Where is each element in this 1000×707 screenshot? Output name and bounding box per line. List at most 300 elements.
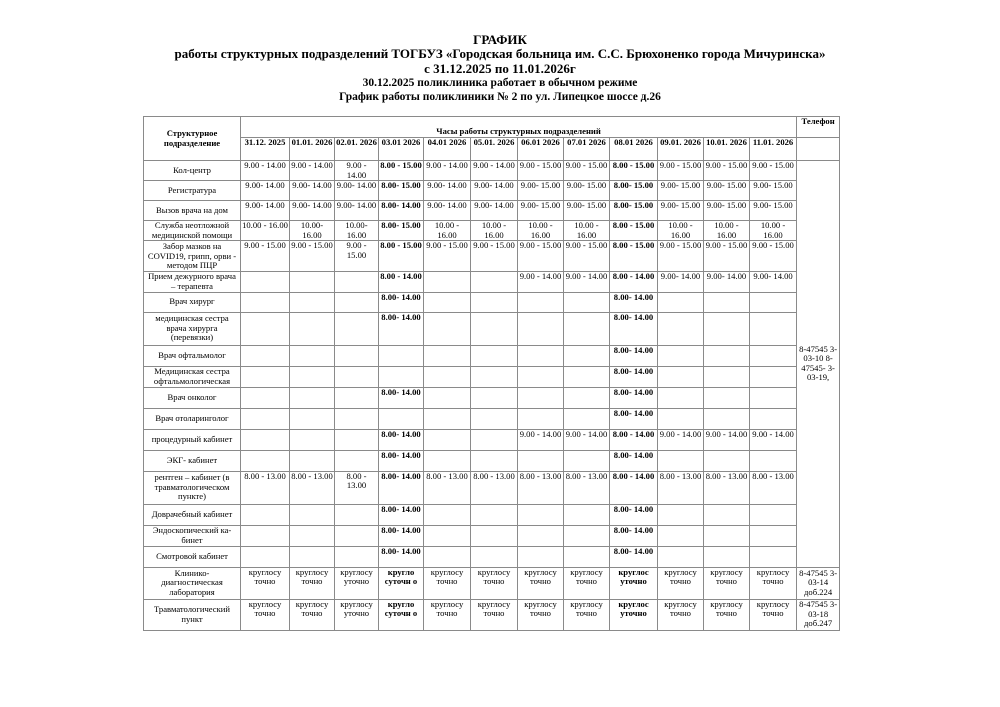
hours-cell: 8.00 - 13.00 <box>290 471 335 504</box>
hours-cell <box>658 387 704 408</box>
hours-cell <box>290 546 335 567</box>
hours-cell <box>290 292 335 312</box>
hours-cell: 9.00- 15.00 <box>518 181 564 201</box>
hours-cell <box>518 292 564 312</box>
dept-header: Структурное подразделение <box>144 117 241 161</box>
dept-name: Доврачебный кабинет <box>144 504 241 525</box>
hours-cell: 9.00 - 15.00 <box>241 241 290 272</box>
hours-cell <box>290 387 335 408</box>
hours-cell: 8.00- 14.00 <box>379 201 424 221</box>
hours-cell: 8.00- 14.00 <box>379 429 424 450</box>
hours-header: Часы работы структурных подразделений <box>241 117 797 138</box>
phone-trauma: 8-47545 3-03-18 доб.247 <box>797 599 840 630</box>
hours-cell: 8.00 - 13.00 <box>471 471 518 504</box>
hours-cell: 8.00- 14.00 <box>610 292 658 312</box>
hours-cell: 9.00 - 14.00 <box>518 429 564 450</box>
hours-cell: круглосу точно <box>424 567 471 599</box>
hours-cell: круглосу точно <box>290 567 335 599</box>
date-header: 10.01. 2026 <box>704 138 750 161</box>
dept-name: Вызов врача на дом <box>144 201 241 221</box>
date-header: 11.01. 2026 <box>750 138 797 161</box>
hours-cell <box>564 450 610 471</box>
hours-cell: круглосу точно <box>241 599 290 630</box>
hours-cell <box>658 525 704 546</box>
table-row <box>144 221 840 241</box>
date-header: 05.01. 2026 <box>471 138 518 161</box>
hours-cell: 9.00- 15.00 <box>658 201 704 221</box>
hours-cell: 9.00- 14.00 <box>290 201 335 221</box>
table-row <box>144 292 840 312</box>
hours-cell <box>241 312 290 345</box>
date-header: 07.01 2026 <box>564 138 610 161</box>
hours-cell: круглосу точно <box>750 567 797 599</box>
hours-cell: 8.00- 15.00 <box>379 221 424 241</box>
dept-name: Прием дежурного врача – терапевта <box>144 272 241 292</box>
hours-cell: круглосу точно <box>564 567 610 599</box>
hours-cell <box>471 292 518 312</box>
hours-cell <box>379 345 424 366</box>
hours-cell <box>471 387 518 408</box>
hours-cell: 9.00 - 15.00 <box>658 241 704 272</box>
doc-period: с 31.12.2025 по 11.01.2026г <box>424 61 576 76</box>
hours-cell <box>290 504 335 525</box>
hours-cell <box>424 546 471 567</box>
hours-cell: 9.00- 14.00 <box>335 181 379 201</box>
table-row <box>144 450 840 471</box>
dept-name: Кол-центр <box>144 161 241 181</box>
hours-cell: 8.00- 14.00 <box>610 345 658 366</box>
dept-name: Врач онколог <box>144 387 241 408</box>
dept-name: процедурный кабинет <box>144 429 241 450</box>
hours-cell <box>471 272 518 292</box>
dept-name: Регистратура <box>144 181 241 201</box>
hours-cell: круглосу уточно <box>335 599 379 630</box>
hours-cell <box>335 429 379 450</box>
hours-cell: 9.00 - 14.00 <box>564 429 610 450</box>
hours-cell: 8.00- 14.00 <box>610 312 658 345</box>
hours-cell: 8.00 - 13.00 <box>704 471 750 504</box>
dept-name: Служба неотложной медицинской помощи <box>144 221 241 241</box>
date-header: 31.12. 2025 <box>241 138 290 161</box>
hours-cell <box>518 450 564 471</box>
hours-cell: 9.00 - 15.00 <box>704 161 750 181</box>
hours-cell: 9.00 - 15.00 <box>704 241 750 272</box>
doc-title: ГРАФИК <box>473 32 527 47</box>
hours-cell <box>564 292 610 312</box>
hours-cell <box>335 525 379 546</box>
hours-cell: 8.00- 14.00 <box>610 408 658 429</box>
hours-cell <box>335 272 379 292</box>
hours-cell: 9.00 - 15.00 <box>424 241 471 272</box>
hours-cell: 9.00- 15.00 <box>750 181 797 201</box>
hours-cell <box>335 450 379 471</box>
hours-cell <box>471 312 518 345</box>
date-header: 02.01. 2026 <box>335 138 379 161</box>
hours-cell: 8.00 - 13.00 <box>564 471 610 504</box>
hours-cell: 8.00- 14.00 <box>610 525 658 546</box>
phone-header-spacer <box>797 138 840 161</box>
hours-cell: 8.00- 14.00 <box>610 546 658 567</box>
table-row <box>144 471 840 504</box>
hours-cell: 8.00 - 13.00 <box>750 471 797 504</box>
hours-cell: 8.00 - 14.00 <box>379 272 424 292</box>
phone-main: 8-47545 3-03-10 8-47545- 3-03-19, <box>797 161 840 568</box>
hours-cell <box>704 546 750 567</box>
hours-cell <box>335 345 379 366</box>
hours-cell: 8.00 - 14.00 <box>610 471 658 504</box>
hours-cell <box>471 429 518 450</box>
hours-cell: 9.00- 14.00 <box>704 272 750 292</box>
hours-cell: 9.00 - 15.00 <box>658 161 704 181</box>
hours-cell: 9.00 - 15.00 <box>750 241 797 272</box>
hours-cell: круглосу точно <box>704 599 750 630</box>
hours-cell: 9.00- 15.00 <box>564 201 610 221</box>
hours-cell: 8.00 - 13.00 <box>658 471 704 504</box>
hours-cell <box>564 387 610 408</box>
hours-cell <box>518 387 564 408</box>
hours-cell <box>335 387 379 408</box>
hours-cell: 9.00 - 14.00 <box>424 161 471 181</box>
hours-cell <box>704 292 750 312</box>
hours-cell: 8.00- 14.00 <box>379 525 424 546</box>
hours-cell: 9.00- 14.00 <box>335 201 379 221</box>
hours-cell: 8.00- 14.00 <box>379 504 424 525</box>
hours-cell <box>658 504 704 525</box>
dept-name: Травматологический пункт <box>144 599 241 630</box>
hours-cell: круглосу точно <box>471 599 518 630</box>
hours-cell: 9.00 - 14.00 <box>290 161 335 181</box>
hours-cell <box>241 504 290 525</box>
hours-cell <box>290 345 335 366</box>
hours-cell: 9.00 - 14.00 <box>335 161 379 181</box>
dept-name: Медицинская сестра офтальмологическая <box>144 366 241 387</box>
hours-cell: 9.00 - 14.00 <box>471 161 518 181</box>
hours-cell: 8.00- 14.00 <box>379 546 424 567</box>
dept-name: медицинская сестра врача хирурга (перевязки) <box>144 312 241 345</box>
table-row <box>144 546 840 567</box>
table-row <box>144 408 840 429</box>
hours-cell <box>379 366 424 387</box>
hours-cell <box>518 408 564 429</box>
hours-cell: 8.00- 14.00 <box>379 292 424 312</box>
hours-cell <box>564 408 610 429</box>
hours-cell: 9.00- 15.00 <box>750 201 797 221</box>
hours-cell <box>564 345 610 366</box>
hours-cell: 10.00 - 16.00 <box>658 221 704 241</box>
hours-cell <box>424 272 471 292</box>
hours-cell <box>471 546 518 567</box>
hours-cell <box>290 312 335 345</box>
hours-cell <box>518 525 564 546</box>
hours-cell: 9.00 - 15.00 <box>518 161 564 181</box>
table-row <box>144 345 840 366</box>
hours-cell <box>424 429 471 450</box>
hours-cell: 8.00- 14.00 <box>610 450 658 471</box>
hours-cell: 9.00- 14.00 <box>290 181 335 201</box>
hours-cell <box>241 408 290 429</box>
schedule-table <box>143 116 840 631</box>
table-row <box>144 272 840 292</box>
date-header: 09.01. 2026 <box>658 138 704 161</box>
hours-cell <box>241 546 290 567</box>
hours-cell <box>290 272 335 292</box>
hours-cell: 8.00 - 14.00 <box>610 272 658 292</box>
hours-cell <box>424 408 471 429</box>
hours-cell: круглосу точно <box>471 567 518 599</box>
hours-cell: 8.00 - 13.00 <box>241 471 290 504</box>
hours-cell: круглосу точно <box>564 599 610 630</box>
hours-cell <box>750 450 797 471</box>
date-header: 03.01 2026 <box>379 138 424 161</box>
hours-cell <box>424 450 471 471</box>
hours-cell: круглосу точно <box>424 599 471 630</box>
hours-cell: круглосу точно <box>658 567 704 599</box>
hours-cell: 8.00- 14.00 <box>610 387 658 408</box>
dept-name: Клинико- диагностическая лаборатория <box>144 567 241 599</box>
table-row <box>144 312 840 345</box>
hours-cell <box>290 429 335 450</box>
hours-cell: 10.00 - 16.00 <box>471 221 518 241</box>
hours-cell <box>750 312 797 345</box>
hours-cell: 10.00 - 16.00 <box>704 221 750 241</box>
hours-cell: 10.00 - 16.00 <box>241 221 290 241</box>
hours-cell: 8.00- 15.00 <box>610 201 658 221</box>
hours-cell: 8.00 - 13.00 <box>335 471 379 504</box>
dept-name: рентген – кабинет (в травматологическом пункте) <box>144 471 241 504</box>
hours-cell <box>290 450 335 471</box>
hours-cell <box>335 408 379 429</box>
hours-cell: 8.00- 14.00 <box>379 450 424 471</box>
hours-cell: круглос уточно <box>610 567 658 599</box>
hours-cell <box>750 408 797 429</box>
hours-cell <box>471 525 518 546</box>
hours-cell <box>564 504 610 525</box>
hours-cell <box>750 546 797 567</box>
hours-cell <box>658 546 704 567</box>
hours-cell <box>241 387 290 408</box>
hours-cell <box>564 312 610 345</box>
table-row <box>144 525 840 546</box>
hours-cell <box>750 525 797 546</box>
hours-cell <box>658 345 704 366</box>
hours-cell <box>704 504 750 525</box>
hours-cell <box>750 345 797 366</box>
hours-cell <box>564 546 610 567</box>
hours-cell: кругло суточн о <box>379 599 424 630</box>
hours-cell <box>471 504 518 525</box>
hours-cell: 9.00- 14.00 <box>424 201 471 221</box>
date-header: 08.01 2026 <box>610 138 658 161</box>
hours-cell: 9.00- 14.00 <box>241 201 290 221</box>
hours-cell: 9.00 - 15.00 <box>564 161 610 181</box>
hours-cell <box>424 504 471 525</box>
hours-cell <box>335 546 379 567</box>
doc-clinic-address: График работы поликлиники № 2 по ул. Липецкое шоссе д.26 <box>339 91 661 103</box>
hours-cell: 9.00- 15.00 <box>658 181 704 201</box>
hours-cell: 9.00- 15.00 <box>704 201 750 221</box>
hours-cell: 8.00 - 13.00 <box>518 471 564 504</box>
hours-cell: 8.00- 14.00 <box>379 312 424 345</box>
hours-cell: круглосу точно <box>518 599 564 630</box>
hours-cell: 10.00- 16.00 <box>290 221 335 241</box>
table-row <box>144 201 840 221</box>
hours-cell <box>241 292 290 312</box>
hours-cell <box>750 387 797 408</box>
hours-cell: 9.00 - 14.00 <box>518 272 564 292</box>
hours-cell <box>424 366 471 387</box>
hours-cell: 10.00 - 16.00 <box>750 221 797 241</box>
hours-cell: 9.00 - 15.00 <box>518 241 564 272</box>
phone-header: Телефон <box>797 117 840 138</box>
hours-cell: 8.00 - 15.00 <box>379 241 424 272</box>
hours-cell: 9.00 - 14.00 <box>750 429 797 450</box>
hours-cell <box>518 366 564 387</box>
hours-cell: 9.00- 15.00 <box>518 201 564 221</box>
table-row <box>144 599 840 630</box>
hours-cell: 10.00 - 16.00 <box>564 221 610 241</box>
hours-cell: круглосу точно <box>704 567 750 599</box>
hours-cell <box>335 366 379 387</box>
hours-cell: 9.00 - 15.00 <box>335 241 379 272</box>
hours-cell: 8.00- 15.00 <box>379 181 424 201</box>
hours-cell <box>658 292 704 312</box>
hours-cell: 9.00- 14.00 <box>658 272 704 292</box>
hours-cell <box>424 292 471 312</box>
hours-cell <box>564 525 610 546</box>
hours-cell: круглосу точно <box>290 599 335 630</box>
hours-cell: 9.00 - 14.00 <box>658 429 704 450</box>
hours-cell <box>704 408 750 429</box>
hours-cell <box>658 312 704 345</box>
hours-cell <box>518 312 564 345</box>
hours-cell <box>290 408 335 429</box>
hours-cell <box>241 366 290 387</box>
dept-name: Смотровой кабинет <box>144 546 241 567</box>
hours-cell: 9.00- 14.00 <box>471 201 518 221</box>
hours-cell <box>335 292 379 312</box>
hours-cell: 8.00 - 13.00 <box>424 471 471 504</box>
hours-cell: 9.00- 15.00 <box>704 181 750 201</box>
hours-cell: 8.00- 14.00 <box>610 504 658 525</box>
dept-name: Врач офтальмолог <box>144 345 241 366</box>
hours-cell: 9.00- 15.00 <box>564 181 610 201</box>
date-header: 04.01 2026 <box>424 138 471 161</box>
hours-cell: 8.00- 14.00 <box>379 387 424 408</box>
hours-cell <box>564 366 610 387</box>
hours-cell <box>241 525 290 546</box>
doc-subtitle: работы структурных подразделений ТОГБУЗ «Городская больница им. С.С. Брюхоненко города Мичуринска» <box>174 46 826 61</box>
hours-cell <box>335 504 379 525</box>
table-row <box>144 366 840 387</box>
dept-name: ЭКГ- кабинет <box>144 450 241 471</box>
hours-cell <box>750 366 797 387</box>
date-header: 01.01. 2026 <box>290 138 335 161</box>
hours-cell <box>471 450 518 471</box>
hours-cell <box>704 387 750 408</box>
hours-cell <box>704 345 750 366</box>
hours-cell <box>241 345 290 366</box>
hours-cell: 9.00 - 15.00 <box>290 241 335 272</box>
hours-cell: кругло суточн о <box>379 567 424 599</box>
hours-cell: 9.00- 14.00 <box>424 181 471 201</box>
hours-cell <box>290 525 335 546</box>
hours-cell <box>518 546 564 567</box>
dept-name: Врач хирург <box>144 292 241 312</box>
hours-cell: 8.00- 15.00 <box>610 181 658 201</box>
doc-note: 30.12.2025 поликлиника работает в обычном режиме <box>362 77 638 89</box>
hours-cell <box>335 312 379 345</box>
hours-cell: 8.00 - 15.00 <box>610 221 658 241</box>
hours-cell <box>658 450 704 471</box>
hours-cell <box>424 345 471 366</box>
hours-cell <box>518 504 564 525</box>
hours-cell: круглосу точно <box>658 599 704 630</box>
hours-cell <box>658 408 704 429</box>
hours-cell <box>241 272 290 292</box>
hours-cell <box>471 408 518 429</box>
hours-cell <box>658 366 704 387</box>
hours-cell: 8.00 - 15.00 <box>610 241 658 272</box>
date-header: 06.01 2026 <box>518 138 564 161</box>
hours-cell: 9.00- 14.00 <box>241 181 290 201</box>
hours-cell: 8.00 - 15.00 <box>379 161 424 181</box>
hours-cell <box>471 366 518 387</box>
hours-cell <box>241 450 290 471</box>
hours-cell: 8.00 - 14.00 <box>610 429 658 450</box>
hours-cell: 9.00- 14.00 <box>750 272 797 292</box>
hours-cell <box>750 292 797 312</box>
hours-cell: круглосу уточно <box>335 567 379 599</box>
hours-cell: 9.00 - 14.00 <box>704 429 750 450</box>
table-row <box>144 161 840 181</box>
hours-cell: 9.00- 14.00 <box>471 181 518 201</box>
table-row <box>144 567 840 599</box>
hours-cell <box>750 504 797 525</box>
hours-cell: 8.00 - 15.00 <box>610 161 658 181</box>
table-row <box>144 181 840 201</box>
hours-cell: 9.00 - 14.00 <box>241 161 290 181</box>
hours-cell <box>704 312 750 345</box>
hours-cell: 9.00 - 14.00 <box>564 272 610 292</box>
hours-cell: круглосу точно <box>518 567 564 599</box>
hours-cell: 10.00 - 16.00 <box>518 221 564 241</box>
dept-name: Забор мазков на COVID19, грипп, орви - методом ПЦР <box>144 241 241 272</box>
hours-cell <box>704 525 750 546</box>
hours-cell: 8.00- 14.00 <box>379 471 424 504</box>
hours-cell <box>704 450 750 471</box>
table-row <box>144 504 840 525</box>
hours-cell <box>518 345 564 366</box>
table-row <box>144 429 840 450</box>
dept-name: Врач отоларинголог <box>144 408 241 429</box>
table-row <box>144 387 840 408</box>
hours-cell: круглосу точно <box>241 567 290 599</box>
hours-cell: 9.00 - 15.00 <box>564 241 610 272</box>
table-row <box>144 241 840 272</box>
hours-cell <box>379 408 424 429</box>
hours-cell: 10.00- 16.00 <box>335 221 379 241</box>
hours-cell <box>471 345 518 366</box>
hours-cell: 9.00 - 15.00 <box>471 241 518 272</box>
hours-cell <box>241 429 290 450</box>
hours-cell <box>290 366 335 387</box>
hours-cell: 10.00 - 16.00 <box>424 221 471 241</box>
phone-lab: 8-47545 3-03-14 доб.224 <box>797 567 840 599</box>
hours-cell: круглосу точно <box>750 599 797 630</box>
hours-cell <box>704 366 750 387</box>
hours-cell <box>424 312 471 345</box>
dept-name: Эндоскопический ка- бинет <box>144 525 241 546</box>
